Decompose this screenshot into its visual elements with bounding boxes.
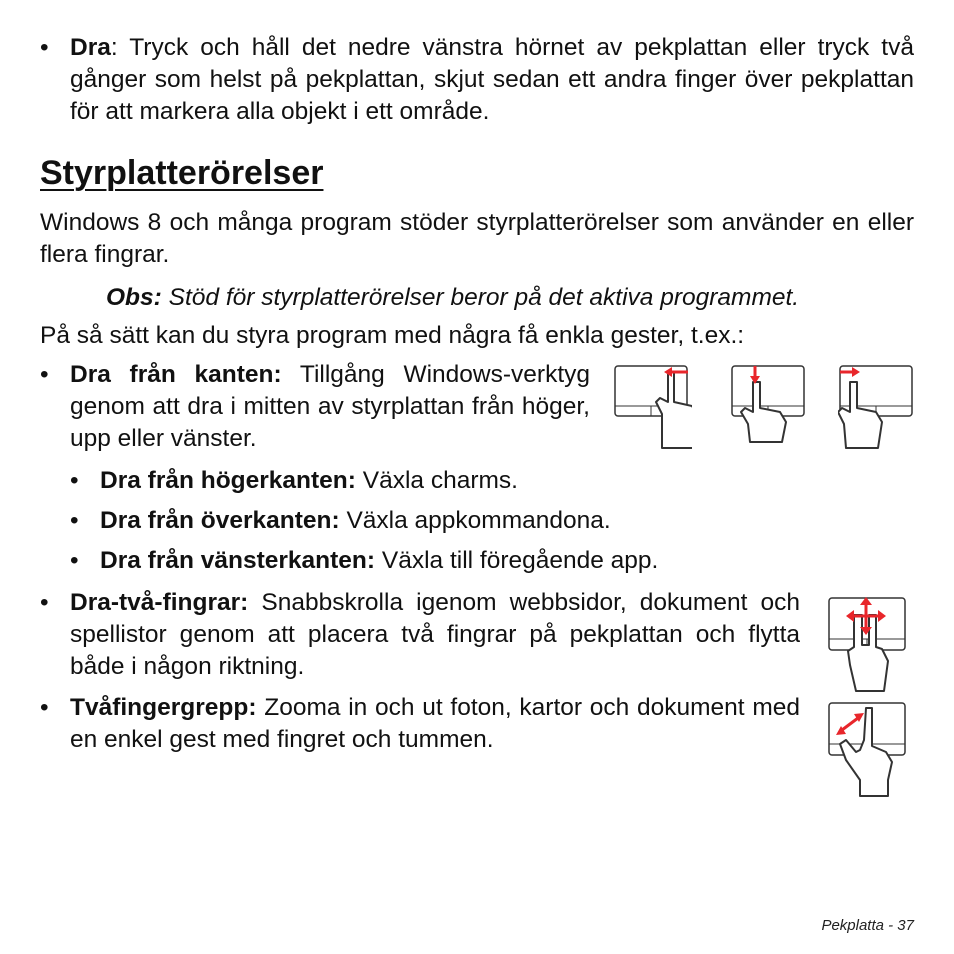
intro-paragraph: Windows 8 och många program stöder styrplatterörelser som använder en eller flera fingrar. bbox=[40, 209, 914, 268]
sub-item-text bbox=[100, 465, 870, 497]
swipe-left-edge-illustration bbox=[838, 362, 918, 454]
bullet-mark: • bbox=[40, 694, 49, 721]
two-finger-scroll-illustration bbox=[826, 595, 910, 693]
left-edge-description: Växla till föregående app. bbox=[375, 547, 659, 574]
sub-item-text bbox=[100, 545, 870, 577]
swipe-top-edge-illustration bbox=[728, 362, 810, 454]
section-heading: Styrplatterörelser bbox=[40, 154, 324, 192]
edge-description: Tillgång Windows-verktyg genom att dra i mitten av styrplattan från höger, upp eller vänster. bbox=[70, 361, 590, 452]
drag-description: : Tryck och håll det nedre vänstra hörnet av pekplattan eller tryck två gånger som helst på pekplattan, skjut sedan ett andra finger över pekplattan för att markera alla objekt i ett område. bbox=[70, 34, 914, 125]
term-pinch: Tvåfingergrepp: bbox=[70, 694, 257, 721]
term-two-finger: Dra-två-fingrar: bbox=[70, 589, 249, 616]
top-edge-description: Växla appkommandona. bbox=[339, 507, 611, 534]
right-edge-description: Växla charms. bbox=[355, 467, 518, 494]
term-drag: Dra bbox=[70, 34, 111, 61]
bullet-mark: • bbox=[40, 589, 49, 616]
term-left-edge: Dra från vänsterkanten: bbox=[100, 547, 376, 574]
note-text: Stöd för styrplatterörelser beror på det aktiva programmet. bbox=[161, 284, 800, 311]
swipe-right-edge-illustration bbox=[612, 362, 692, 454]
bullet-mark: • bbox=[70, 507, 79, 534]
pinch-zoom-illustration bbox=[826, 700, 910, 798]
drag-select-text bbox=[70, 32, 914, 128]
pinch-description: Zooma in och ut foton, kartor och dokument med en enkel gest med fingret och tummen. bbox=[70, 694, 800, 753]
two-finger-description: Snabbskrolla igenom webbsidor, dokument och spellistor genom att placera två fingrar på pekplattan och flytta både i någon riktning. bbox=[70, 589, 800, 680]
two-finger-text bbox=[70, 587, 800, 683]
lead-paragraph: På så sätt kan du styra program med några få enkla gester, t.ex.: bbox=[40, 322, 745, 349]
term-top-edge: Dra från överkanten: bbox=[100, 507, 340, 534]
term-edge: Dra från kanten: bbox=[70, 361, 282, 388]
bullet-mark: • bbox=[40, 361, 49, 388]
page-footer: Pekplatta - 37 bbox=[821, 917, 914, 934]
note bbox=[106, 282, 799, 314]
sub-item-text bbox=[100, 505, 870, 537]
pinch-text bbox=[70, 692, 800, 756]
bullet-mark: • bbox=[70, 547, 79, 574]
term-right-edge: Dra från högerkanten: bbox=[100, 467, 356, 494]
bullet-mark: • bbox=[40, 34, 49, 61]
edge-swipe-text bbox=[70, 359, 590, 455]
bullet-mark: • bbox=[70, 467, 79, 494]
note-label: Obs: bbox=[106, 284, 162, 311]
